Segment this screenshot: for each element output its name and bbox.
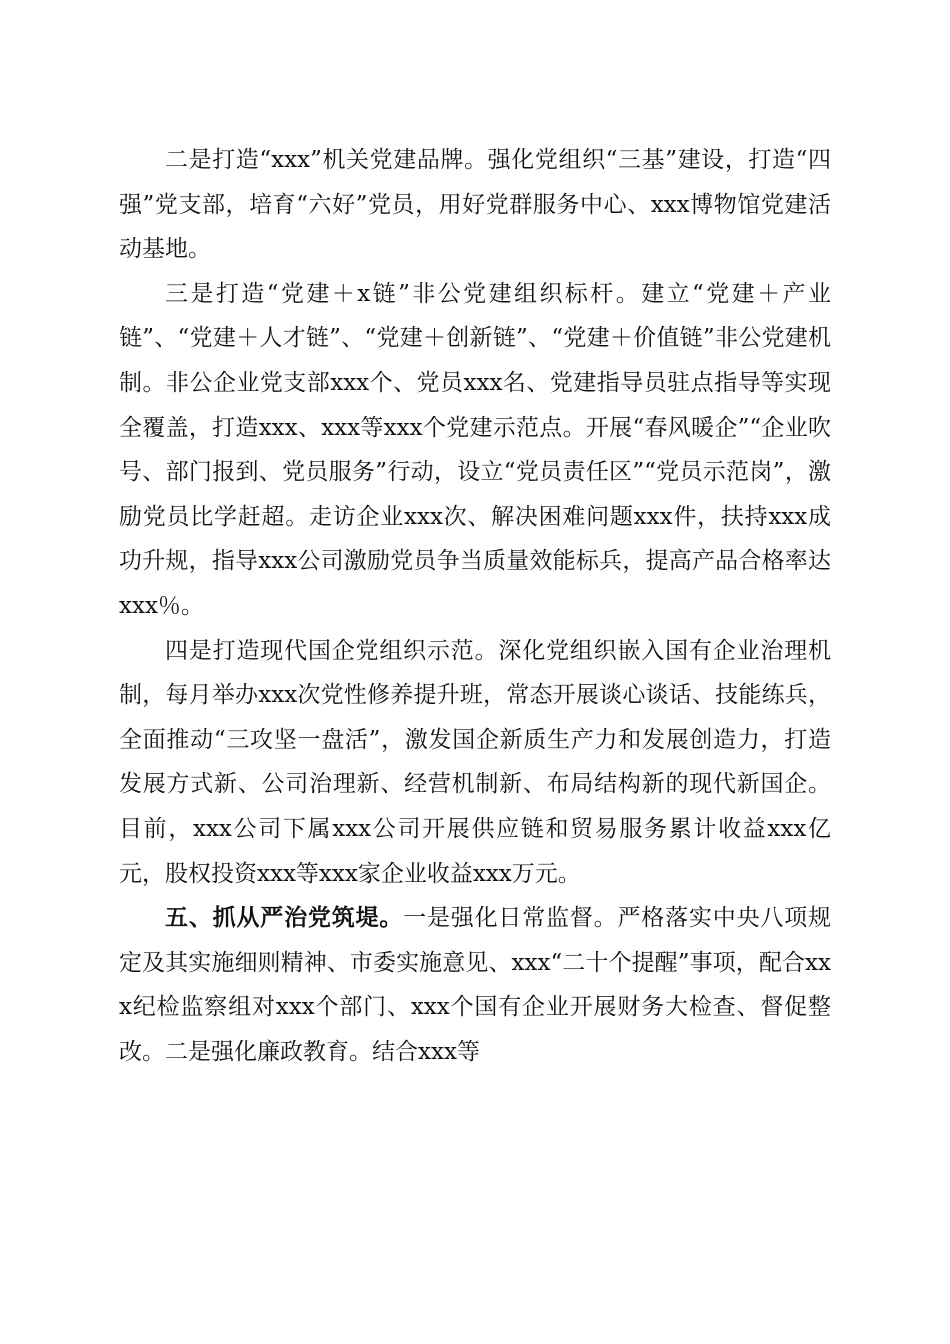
paragraph-text: 建立“党建＋产业链”、“党建＋人才链”、“党建＋创新链”、“党建＋价值链”非公党建机制。非公企业党支部xxx个、党员xxx名、党建指导员驻点指导等实现全覆盖，打造xxx、xxx等xxx个党建示范点。开展“春风暖企”“企业吹号、部门报到、党员服务”行动，设立“党员责任区”“党员示范岗”，激励党员比学赶超。走访企业xxx次、解决困难问题xxx件，扶持xxx成功升规，指导xxx公司激励党员争当质量效能标兵，提高产品合格率达xxx％。	[119, 280, 831, 619]
paragraph-lead: 四是打造现代国企党组织示范。	[165, 637, 499, 664]
paragraph-lead: 二是打造“xxx”机关党建品牌。	[165, 147, 488, 173]
paragraph-nonpublic-party	[119, 272, 831, 629]
paragraph-lead: 三是打造“党建＋x链”非公党建组织标杆。	[165, 280, 642, 307]
paragraph-state-enterprise	[119, 629, 831, 897]
paragraph-text: 一是强化日常监督。严格落实中央八项规定及其实施细则精神、市委实施意见、xxx“二十个提醒”事项，配合xxx纪检监察组对xxx个部门、xxx个国有企业开展财务大检查、督促整改。二是强化廉政教育。结合xxx等	[119, 905, 832, 1065]
paragraph-text: 强化党组织“三基”建设，打造“四强”党支部，培育“六好”党员，用好党群服务中心、xxx博物馆党建活动基地。	[119, 147, 831, 263]
paragraph-text: 深化党组织嵌入国有企业治理机制，每月举办xxx次党性修养提升班，常态开展谈心谈话、技能练兵，全面推动“三攻坚一盘活”，激发国企新质生产力和发展创造力，打造发展方式新、公司治理新、经营机制新、布局结构新的现代新国企。目前，xxx公司下属xxx公司开展供应链和贸易服务累计收益xxx亿元，股权投资xxx等xxx家企业收益xxx万元。	[119, 637, 832, 887]
section-heading: 五、抓从严治党筑堤。	[165, 905, 404, 932]
paragraph-strict-governance	[119, 896, 831, 1074]
paragraph-party-brand	[119, 138, 831, 272]
document-body	[119, 138, 831, 1074]
